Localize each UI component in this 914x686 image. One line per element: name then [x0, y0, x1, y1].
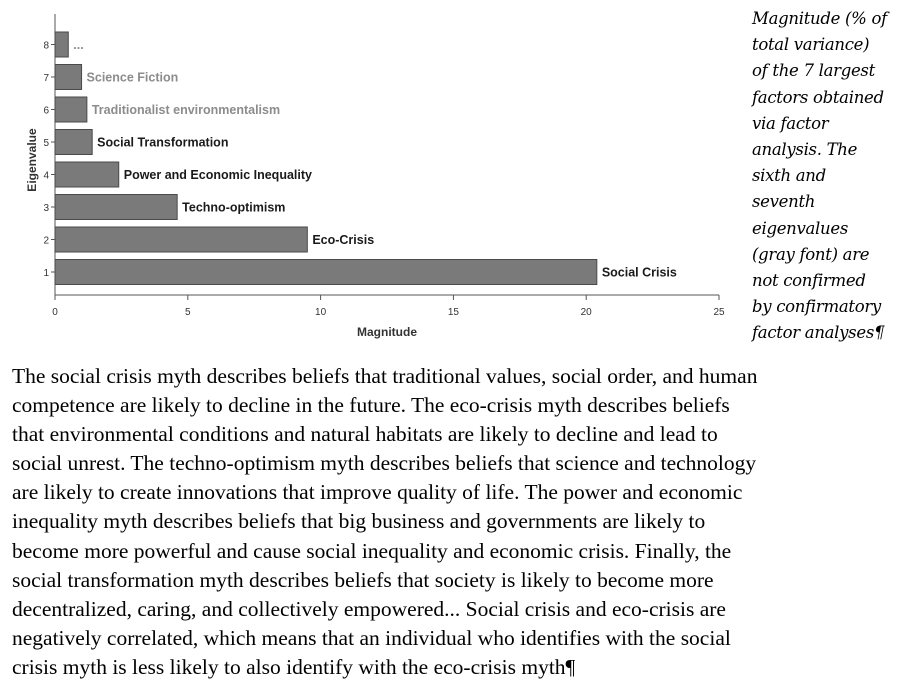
caption-line: eigenvalues	[752, 218, 848, 238]
bar-label: ...	[73, 38, 84, 52]
y-axis-title: Eigenvalue	[25, 128, 39, 192]
bar-6	[55, 97, 87, 122]
caption-line: factor analyses¶	[752, 323, 885, 343]
bar-label: Power and Economic Inequality	[123, 168, 312, 182]
y-tick-label: 7	[43, 73, 49, 84]
caption-line: via factor	[752, 113, 829, 133]
x-tick-label: 20	[580, 307, 592, 318]
eigenvalue-bar-chart	[0, 0, 740, 350]
body-line: inequality myth describes beliefs that big business and governments are likely to	[12, 509, 706, 534]
bar-5	[55, 130, 92, 155]
body-line: social unrest. The techno-optimism myth describes beliefs that science and technology	[12, 451, 757, 476]
caption-line: not confirmed	[752, 271, 866, 291]
body-paragraph	[12, 362, 912, 682]
x-tick-label: 0	[52, 307, 58, 318]
body-line: competence are likely to decline in the future. The eco-crisis myth describes beliefs	[12, 393, 730, 418]
caption-line: of the 7 largest	[752, 61, 875, 81]
bar-label: Science Fiction	[86, 70, 179, 85]
body-line: that environmental conditions and natural habitats are likely to decline and lead to	[12, 422, 718, 447]
x-axis-title: Magnitude	[357, 325, 417, 339]
y-tick-label: 6	[43, 105, 49, 117]
body-line: social transformation myth describes beliefs that society is likely to become more	[12, 567, 714, 592]
y-tick-label: 4	[43, 170, 49, 182]
body-line: The social crisis myth describes beliefs that traditional values, social order, and human	[12, 364, 758, 388]
bar-label: Social Transformation	[97, 135, 229, 150]
body-line: are likely to create innovations that improve quality of life. The power and economic	[12, 480, 743, 505]
caption-line: seventh	[752, 192, 816, 212]
caption-line: analysis. The	[752, 140, 858, 160]
body-line: become more powerful and cause social inequality and economic crisis. Finally, the	[12, 538, 732, 563]
x-tick-label: 25	[713, 307, 725, 318]
caption-line: sixth and	[752, 166, 826, 186]
body-line: negatively correlated, which means that an individual who identifies with the social	[12, 625, 731, 650]
body-line: decentralized, caring, and collectively empowered... Social crisis and eco-crisis are	[12, 596, 726, 621]
body-line: crisis myth is less likely to also identify with the eco-crisis myth¶	[12, 654, 576, 679]
y-tick-label: 3	[43, 203, 49, 214]
y-tick-label: 1	[43, 268, 49, 279]
bar-4	[55, 162, 119, 187]
bar-8	[55, 32, 68, 57]
caption-line: factors obtained	[752, 87, 884, 107]
bar-7	[55, 65, 82, 90]
y-tick-label: 2	[43, 235, 49, 247]
bar-3	[55, 195, 177, 220]
caption-line: (gray font) are	[752, 244, 870, 264]
y-tick-label: 8	[43, 40, 49, 52]
bar-label: Social Crisis	[601, 265, 677, 280]
caption-line: by confirmatory	[752, 297, 881, 317]
bar-1	[55, 260, 597, 285]
x-tick-label: 10	[315, 307, 327, 318]
bar-2	[55, 227, 307, 252]
figure-caption	[752, 6, 912, 347]
caption-line: Magnitude (% of	[752, 9, 887, 28]
y-tick-label: 5	[43, 138, 49, 149]
bar-label: Techno-optimism	[182, 200, 286, 215]
bar-label: Traditionalist environmentalism	[91, 103, 281, 117]
x-tick-label: 15	[447, 307, 459, 318]
x-tick-label: 5	[185, 307, 191, 318]
caption-line: total variance)	[752, 35, 870, 55]
bar-label: Eco-Crisis	[312, 233, 375, 247]
